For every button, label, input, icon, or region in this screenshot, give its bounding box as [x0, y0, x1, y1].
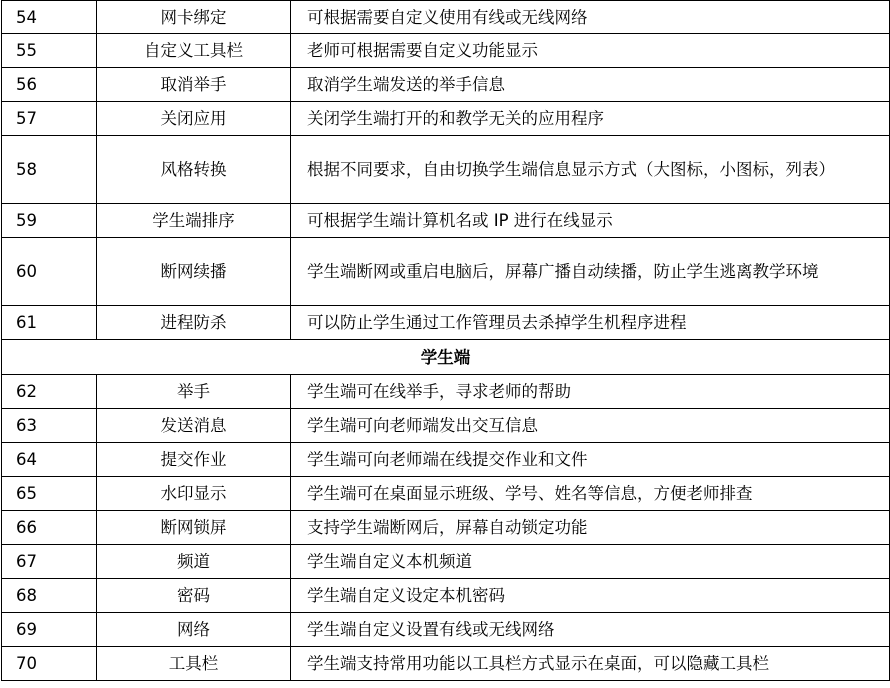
row-number: 64 [2, 443, 97, 477]
row-number: 68 [2, 579, 97, 613]
feature-description: 学生端自定义设置有线或无线网络 [291, 613, 890, 647]
section-header-row [2, 340, 890, 375]
row-number: 54 [2, 1, 97, 34]
table-row [2, 545, 890, 579]
feature-name: 自定义工具栏 [97, 34, 291, 68]
row-number: 61 [2, 306, 97, 340]
feature-description: 支持学生端断网后，屏幕自动锁定功能 [291, 511, 890, 545]
feature-description: 学生端断网或重启电脑后，屏幕广播自动续播，防止学生逃离教学环境 [291, 238, 890, 306]
feature-name: 断网续播 [97, 238, 291, 306]
row-number: 62 [2, 375, 97, 409]
feature-description: 学生端自定义本机频道 [291, 545, 890, 579]
feature-description: 可以防止学生通过工作管理员去杀掉学生机程序进程 [291, 306, 890, 340]
feature-description: 老师可根据需要自定义功能显示 [291, 34, 890, 68]
table-row [2, 409, 890, 443]
feature-name: 网卡绑定 [97, 1, 291, 34]
table-row [2, 579, 890, 613]
feature-name: 密码 [97, 579, 291, 613]
feature-description: 根据不同要求，自由切换学生端信息显示方式（大图标，小图标，列表） [291, 136, 890, 204]
row-number: 66 [2, 511, 97, 545]
table-row [2, 238, 890, 306]
table-row [2, 443, 890, 477]
feature-name: 水印显示 [97, 477, 291, 511]
feature-name: 频道 [97, 545, 291, 579]
table-row [2, 613, 890, 647]
row-number: 65 [2, 477, 97, 511]
table-row [2, 375, 890, 409]
feature-name: 网络 [97, 613, 291, 647]
row-number: 58 [2, 136, 97, 204]
feature-description: 学生端可向老师端发出交互信息 [291, 409, 890, 443]
feature-name: 风格转换 [97, 136, 291, 204]
row-number: 67 [2, 545, 97, 579]
feature-description: 可根据需要自定义使用有线或无线网络 [291, 1, 890, 34]
table-row [2, 102, 890, 136]
feature-name: 举手 [97, 375, 291, 409]
feature-description: 学生端可向老师端在线提交作业和文件 [291, 443, 890, 477]
feature-description: 学生端自定义设定本机密码 [291, 579, 890, 613]
row-number: 57 [2, 102, 97, 136]
table-row [2, 204, 890, 238]
row-number: 60 [2, 238, 97, 306]
feature-description: 可根据学生端计算机名或 IP 进行在线显示 [291, 204, 890, 238]
feature-table [1, 0, 890, 681]
table-row [2, 477, 890, 511]
row-number: 55 [2, 34, 97, 68]
row-number: 59 [2, 204, 97, 238]
feature-description: 学生端支持常用功能以工具栏方式显示在桌面，可以隐藏工具栏 [291, 647, 890, 681]
table-row [2, 647, 890, 681]
feature-description: 关闭学生端打开的和教学无关的应用程序 [291, 102, 890, 136]
table-row [2, 34, 890, 68]
feature-description: 学生端可在线举手，寻求老师的帮助 [291, 375, 890, 409]
table-row [2, 1, 890, 34]
feature-name: 关闭应用 [97, 102, 291, 136]
row-number: 63 [2, 409, 97, 443]
table-row [2, 511, 890, 545]
table-row [2, 136, 890, 204]
row-number: 56 [2, 68, 97, 102]
feature-name: 提交作业 [97, 443, 291, 477]
row-number: 70 [2, 647, 97, 681]
table-row [2, 306, 890, 340]
feature-name: 工具栏 [97, 647, 291, 681]
table-row [2, 68, 890, 102]
feature-description: 取消学生端发送的举手信息 [291, 68, 890, 102]
feature-name: 发送消息 [97, 409, 291, 443]
section-title: 学生端 [2, 340, 890, 375]
feature-name: 进程防杀 [97, 306, 291, 340]
feature-name: 断网锁屏 [97, 511, 291, 545]
feature-name: 取消举手 [97, 68, 291, 102]
feature-name: 学生端排序 [97, 204, 291, 238]
feature-description: 学生端可在桌面显示班级、学号、姓名等信息，方便老师排查 [291, 477, 890, 511]
row-number: 69 [2, 613, 97, 647]
